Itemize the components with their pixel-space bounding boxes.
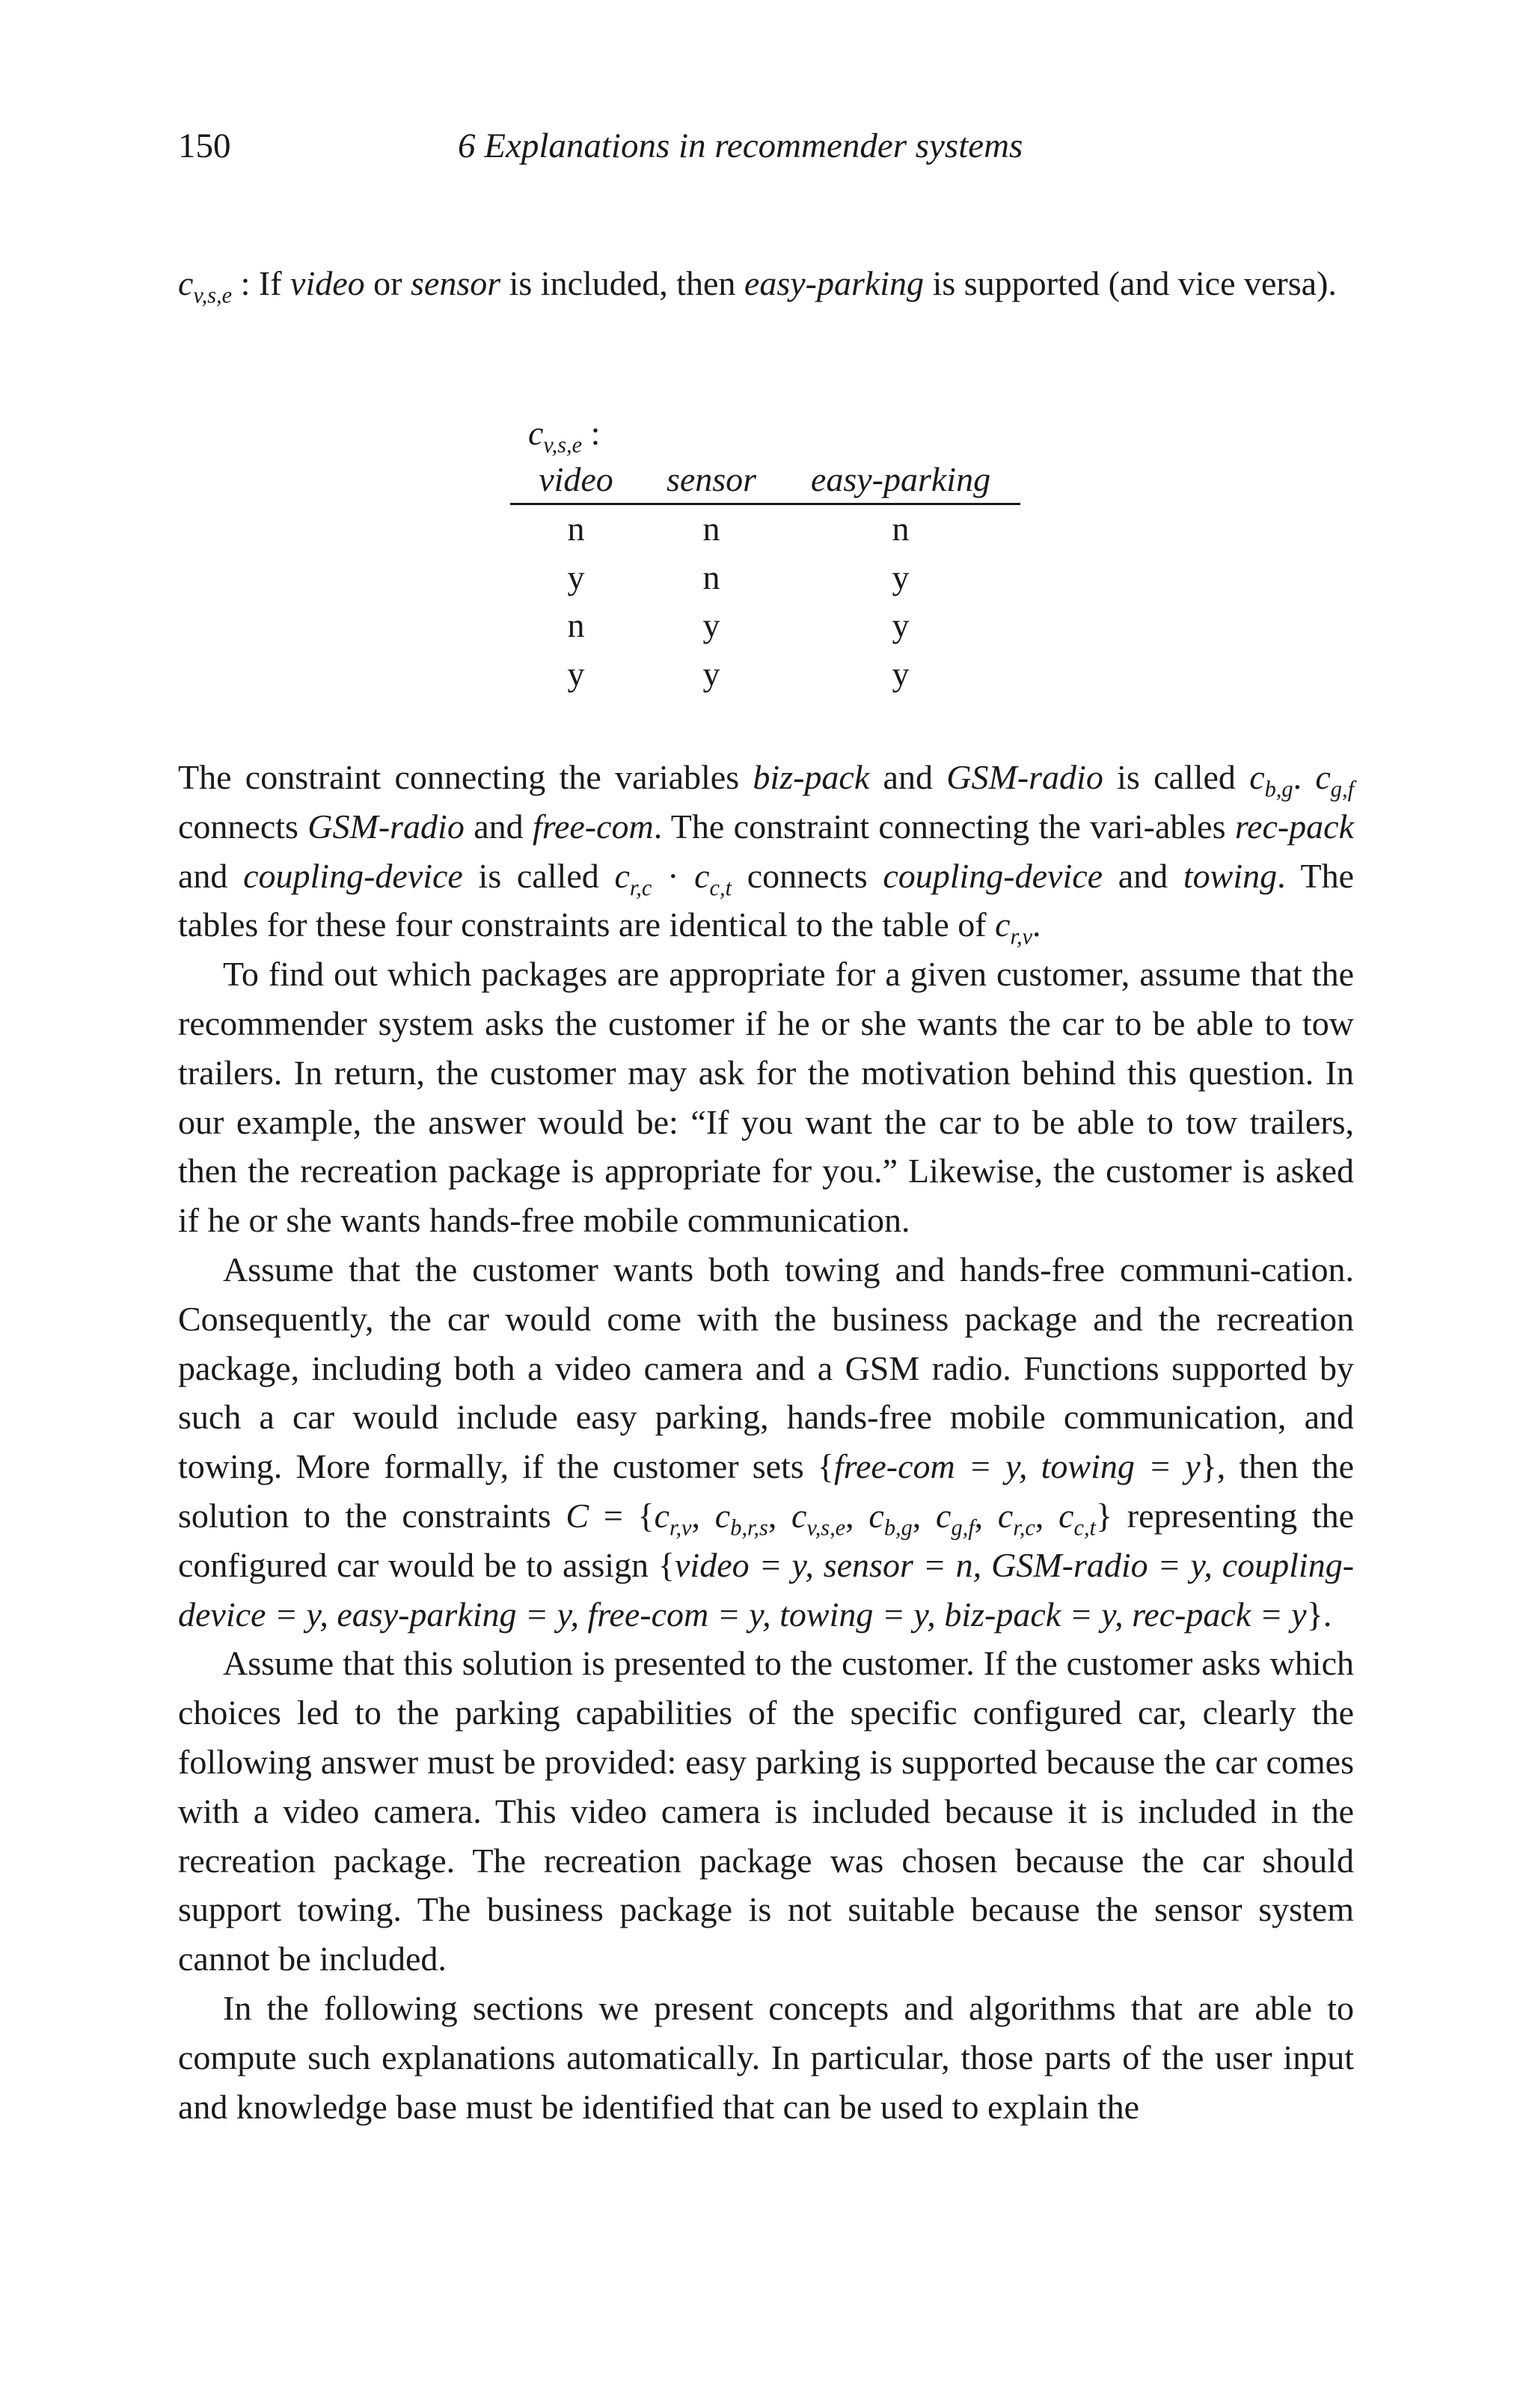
- table-row: [510, 554, 1020, 602]
- constraint-definition: $c_{v,s,e}$ : If video or sensor is included, then easy-parking is supported (and vice versa).: [178, 264, 1337, 308]
- paragraph-explanation: Assume that this solution is presented to the customer. If the customer asks which choices led to the parking capabilities of the specific configured car, clearly the following answer must be provided: easy parking is supported because the car comes with a video camera. This video camera is included because it is included in the recreation package. The recreation package was chosen because the car should support towing. The business package is not suitable because the sensor system cannot be included.: [178, 1644, 1354, 1978]
- running-title: 6 Explanations in recommender systems: [458, 126, 1023, 165]
- paragraph-solution: Assume that the customer wants both towing and hands-free communi‑cation. Consequently, the car would come with the business package and the recreation package, including both a video camera and a GSM radio. Functions supported by such a car would include easy parking, hands-free mobile communication, and towing. More formally, if the customer sets {free-com = y, towing = y}, then the solution to the constraints $C = \{c_{r,v}$, $c_{b,r,s}$, $c_{v,s,e}$, $c_{b,g}$, $c_{g,f}$, $c_{r,c}$, $c_{c,t}$} representing the configured car would be to assign {video = y, sensor = n, GSM-radio = y, coupling-device = y, easy-parking = y, free-com = y, towing = y, biz-pack = y, rec-pack = y}.: [178, 1250, 1355, 1634]
- table-cell: n: [567, 606, 585, 645]
- paragraph-motivation: To find out which packages are appropriate for a given customer, assume that the recommender system asks the customer if he or she wants the car to be able to tow trailers. In return, the customer may ask for the motivation behind this question. In our example, the answer would be: “If you want the car to be able to tow trailers, then the recreation package is appropriate for you.” Likewise, the customer is asked if he or she wants hands-free mobile communication.: [178, 955, 1354, 1240]
- truth-table: [510, 456, 1020, 698]
- table-cell: y: [892, 557, 910, 596]
- header-video: video: [510, 456, 642, 504]
- page-number: 150: [178, 126, 231, 165]
- paragraph-outlook: In the following sections we present concepts and algorithms that are able to compute such explanations automatically. In particular, those parts of the user input and knowledge base must be identified that can be used to explain the: [178, 1988, 1354, 2126]
- constraint-table: [510, 410, 1020, 698]
- table-label: $c_{v,s,e}$ :: [528, 414, 601, 458]
- table-cell: y: [702, 606, 720, 645]
- table-row: [510, 602, 1020, 650]
- header-easy-parking: easy-parking: [781, 456, 1020, 504]
- table-cell: n: [892, 510, 910, 548]
- header-sensor: sensor: [642, 456, 781, 504]
- table-cell: y: [892, 606, 910, 645]
- table-cell: y: [892, 654, 910, 693]
- table-row: [510, 650, 1020, 699]
- table-cell: n: [567, 510, 585, 548]
- table-cell: n: [702, 557, 720, 596]
- page-header: [178, 126, 1354, 178]
- body-text: [178, 753, 1354, 2131]
- table-cell: y: [567, 557, 585, 596]
- table-cell: y: [702, 654, 720, 693]
- table-row: [510, 504, 1020, 554]
- table-cell: n: [702, 510, 720, 548]
- paragraph-constraints: The constraint connecting the variables biz-pack and GSM-radio is called $c_{b,g}$. $c_{g,f}$ connects GSM-radio and free-com. The constraint connecting the vari‑ables rec-pack and coupling-device is called $c_{r,c} \cdot c_{c,t}$ connects coupling-device and towing. The tables for these four constraints are identical to the table of $c_{r,v}$.: [178, 758, 1355, 950]
- table-header-row: [510, 456, 1020, 504]
- table-cell: y: [567, 654, 585, 693]
